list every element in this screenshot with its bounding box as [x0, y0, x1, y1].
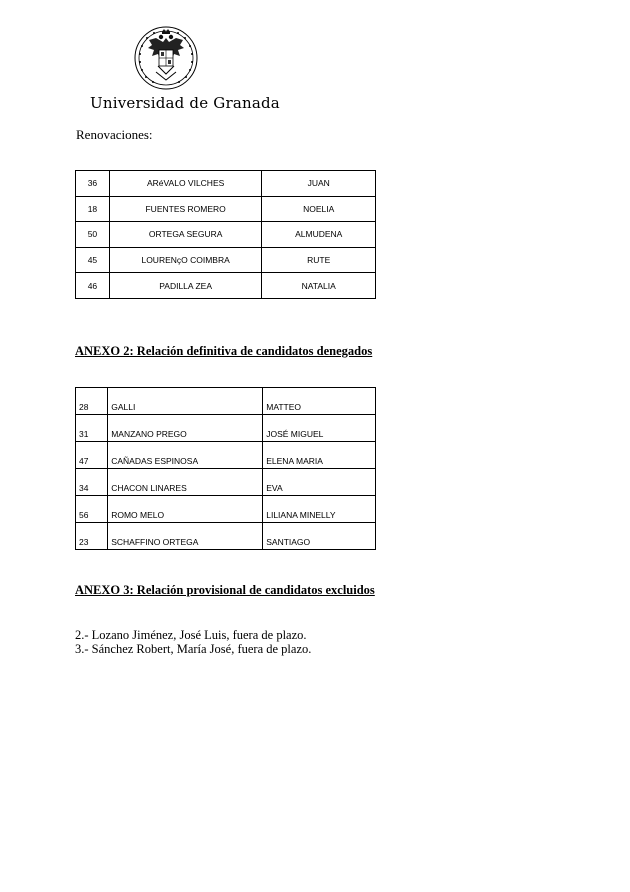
table-row	[76, 273, 376, 299]
university-name: Universidad de Granada	[90, 94, 280, 112]
table-cell: CHACON LINARES	[108, 469, 263, 496]
table-cell: FUENTES ROMERO	[109, 196, 262, 222]
table-row	[76, 442, 376, 469]
table-cell: SCHAFFINO ORTEGA	[108, 523, 263, 550]
table-row	[76, 415, 376, 442]
excluded-candidate-line: 3.- Sánchez Robert, María José, fuera de plazo.	[75, 642, 312, 656]
table-cell: 46	[76, 273, 110, 299]
table-row	[76, 171, 376, 197]
table-cell: 18	[76, 196, 110, 222]
table-cell: MATTEO	[263, 388, 376, 415]
table-cell: 28	[76, 388, 108, 415]
table-cell: ROMO MELO	[108, 496, 263, 523]
table-row	[76, 222, 376, 248]
table-cell: 47	[76, 442, 108, 469]
table-row	[76, 196, 376, 222]
excluded-candidate-line: 2.- Lozano Jiménez, José Luis, fuera de plazo.	[75, 628, 307, 642]
table-cell: ALMUDENA	[262, 222, 376, 248]
anexo3-heading: ANEXO 3: Relación provisional de candidatos excluidos	[75, 583, 375, 597]
table-cell: LOURENçO COIMBRA	[109, 247, 262, 273]
table-cell: CAÑADAS ESPINOSA	[108, 442, 263, 469]
renovaciones-table	[75, 170, 376, 299]
table-cell: JOSÉ MIGUEL	[263, 415, 376, 442]
table-cell: SANTIAGO	[263, 523, 376, 550]
table-row	[76, 388, 376, 415]
table-cell: 36	[76, 171, 110, 197]
university-seal-icon	[134, 26, 198, 90]
table-cell: RUTE	[262, 247, 376, 273]
table-row	[76, 247, 376, 273]
table-cell: ARéVALO VILCHES	[109, 171, 262, 197]
anexo2-heading: ANEXO 2: Relación definitiva de candidatos denegados	[75, 344, 373, 358]
table-cell: GALLI	[108, 388, 263, 415]
table-cell: EVA	[263, 469, 376, 496]
table-cell: 31	[76, 415, 108, 442]
renovaciones-label: Renovaciones:	[76, 127, 153, 142]
table-cell: NOELIA	[262, 196, 376, 222]
table-row	[76, 523, 376, 550]
table-row	[76, 496, 376, 523]
table-cell: 34	[76, 469, 108, 496]
table-cell: ORTEGA SEGURA	[109, 222, 262, 248]
table-cell: JUAN	[262, 171, 376, 197]
table-cell: 56	[76, 496, 108, 523]
table-cell: PADILLA ZEA	[109, 273, 262, 299]
table-cell: 45	[76, 247, 110, 273]
table-cell: ELENA MARIA	[263, 442, 376, 469]
table-cell: LILIANA MINELLY	[263, 496, 376, 523]
table-cell: 23	[76, 523, 108, 550]
denegados-table	[75, 387, 376, 550]
table-row	[76, 469, 376, 496]
table-cell: 50	[76, 222, 110, 248]
table-cell: NATALIA	[262, 273, 376, 299]
table-cell: MANZANO PREGO	[108, 415, 263, 442]
